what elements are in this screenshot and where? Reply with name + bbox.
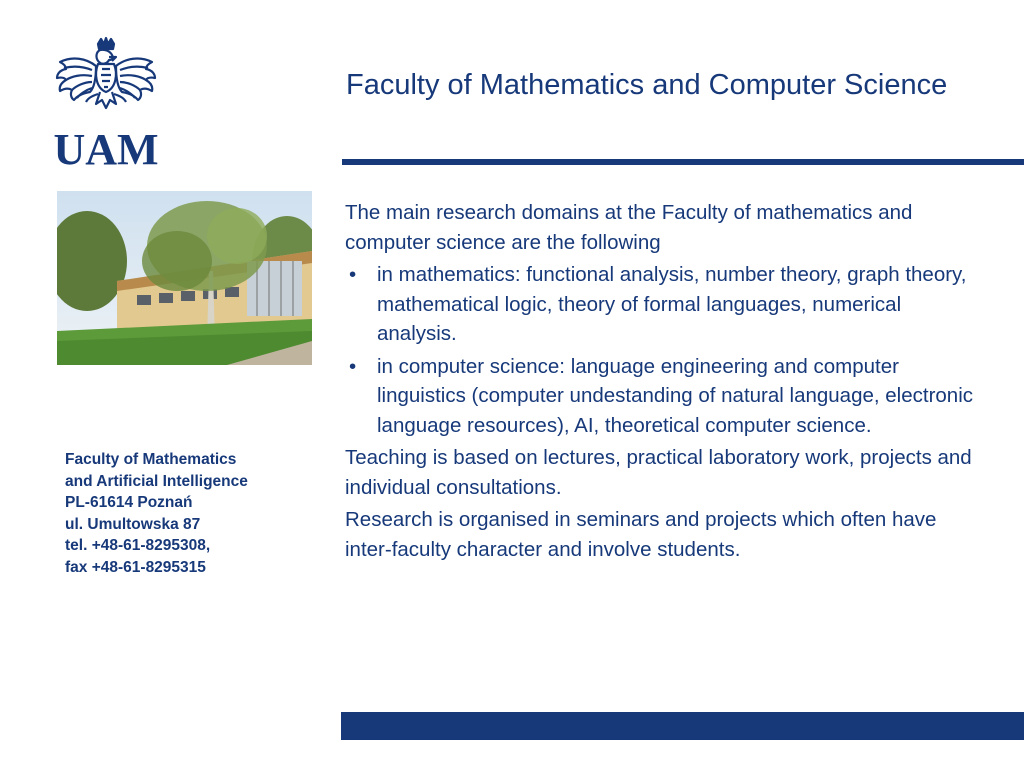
research-paragraph: Research is organised in seminars and projects which often have inter-faculty character and involve students. <box>345 508 937 561</box>
faculty-building-photo <box>57 191 312 365</box>
list-item-text: in computer science: language engineering and computer linguistics (computer undestanding of natural language, electronic language resources), AI, theoretical computer science. <box>377 354 974 437</box>
bullet-icon: • <box>349 354 357 378</box>
address-line: Faculty of Mathematics <box>65 451 237 468</box>
title-divider <box>342 159 1024 165</box>
building-photo-icon <box>57 191 312 365</box>
address-line: and Artificial Intelligence <box>65 472 248 490</box>
slide-body <box>345 198 985 567</box>
address-line: fax +48-61-8295315 <box>65 558 206 576</box>
footer-bar <box>341 712 1024 740</box>
slide-title: Faculty of Mathematics and Computer Science <box>346 69 948 101</box>
logo-lettering: UAM <box>53 125 159 168</box>
uam-eagle-icon <box>52 36 160 168</box>
list-item-text: in mathematics: functional analysis, number theory, graph theory, mathematical logic, theory of formal languages, numerical analysis. <box>377 263 967 345</box>
address-line: tel. +48-61-8295308, <box>65 537 211 555</box>
address-line: ul. Umultowska 87 <box>65 515 201 533</box>
teaching-paragraph: Teaching is based on lectures, practical laboratory work, projects and individual consultations. <box>345 446 972 499</box>
address-line: PL-61614 Poznań <box>65 494 193 512</box>
list-item <box>345 352 985 441</box>
uam-logo <box>52 36 160 168</box>
list-item <box>345 260 985 349</box>
intro-paragraph: The main research domains at the Faculty of mathematics and computer science are the following <box>345 201 913 254</box>
research-domains-list <box>345 260 985 440</box>
faculty-address <box>65 449 315 579</box>
bullet-icon: • <box>349 263 357 286</box>
